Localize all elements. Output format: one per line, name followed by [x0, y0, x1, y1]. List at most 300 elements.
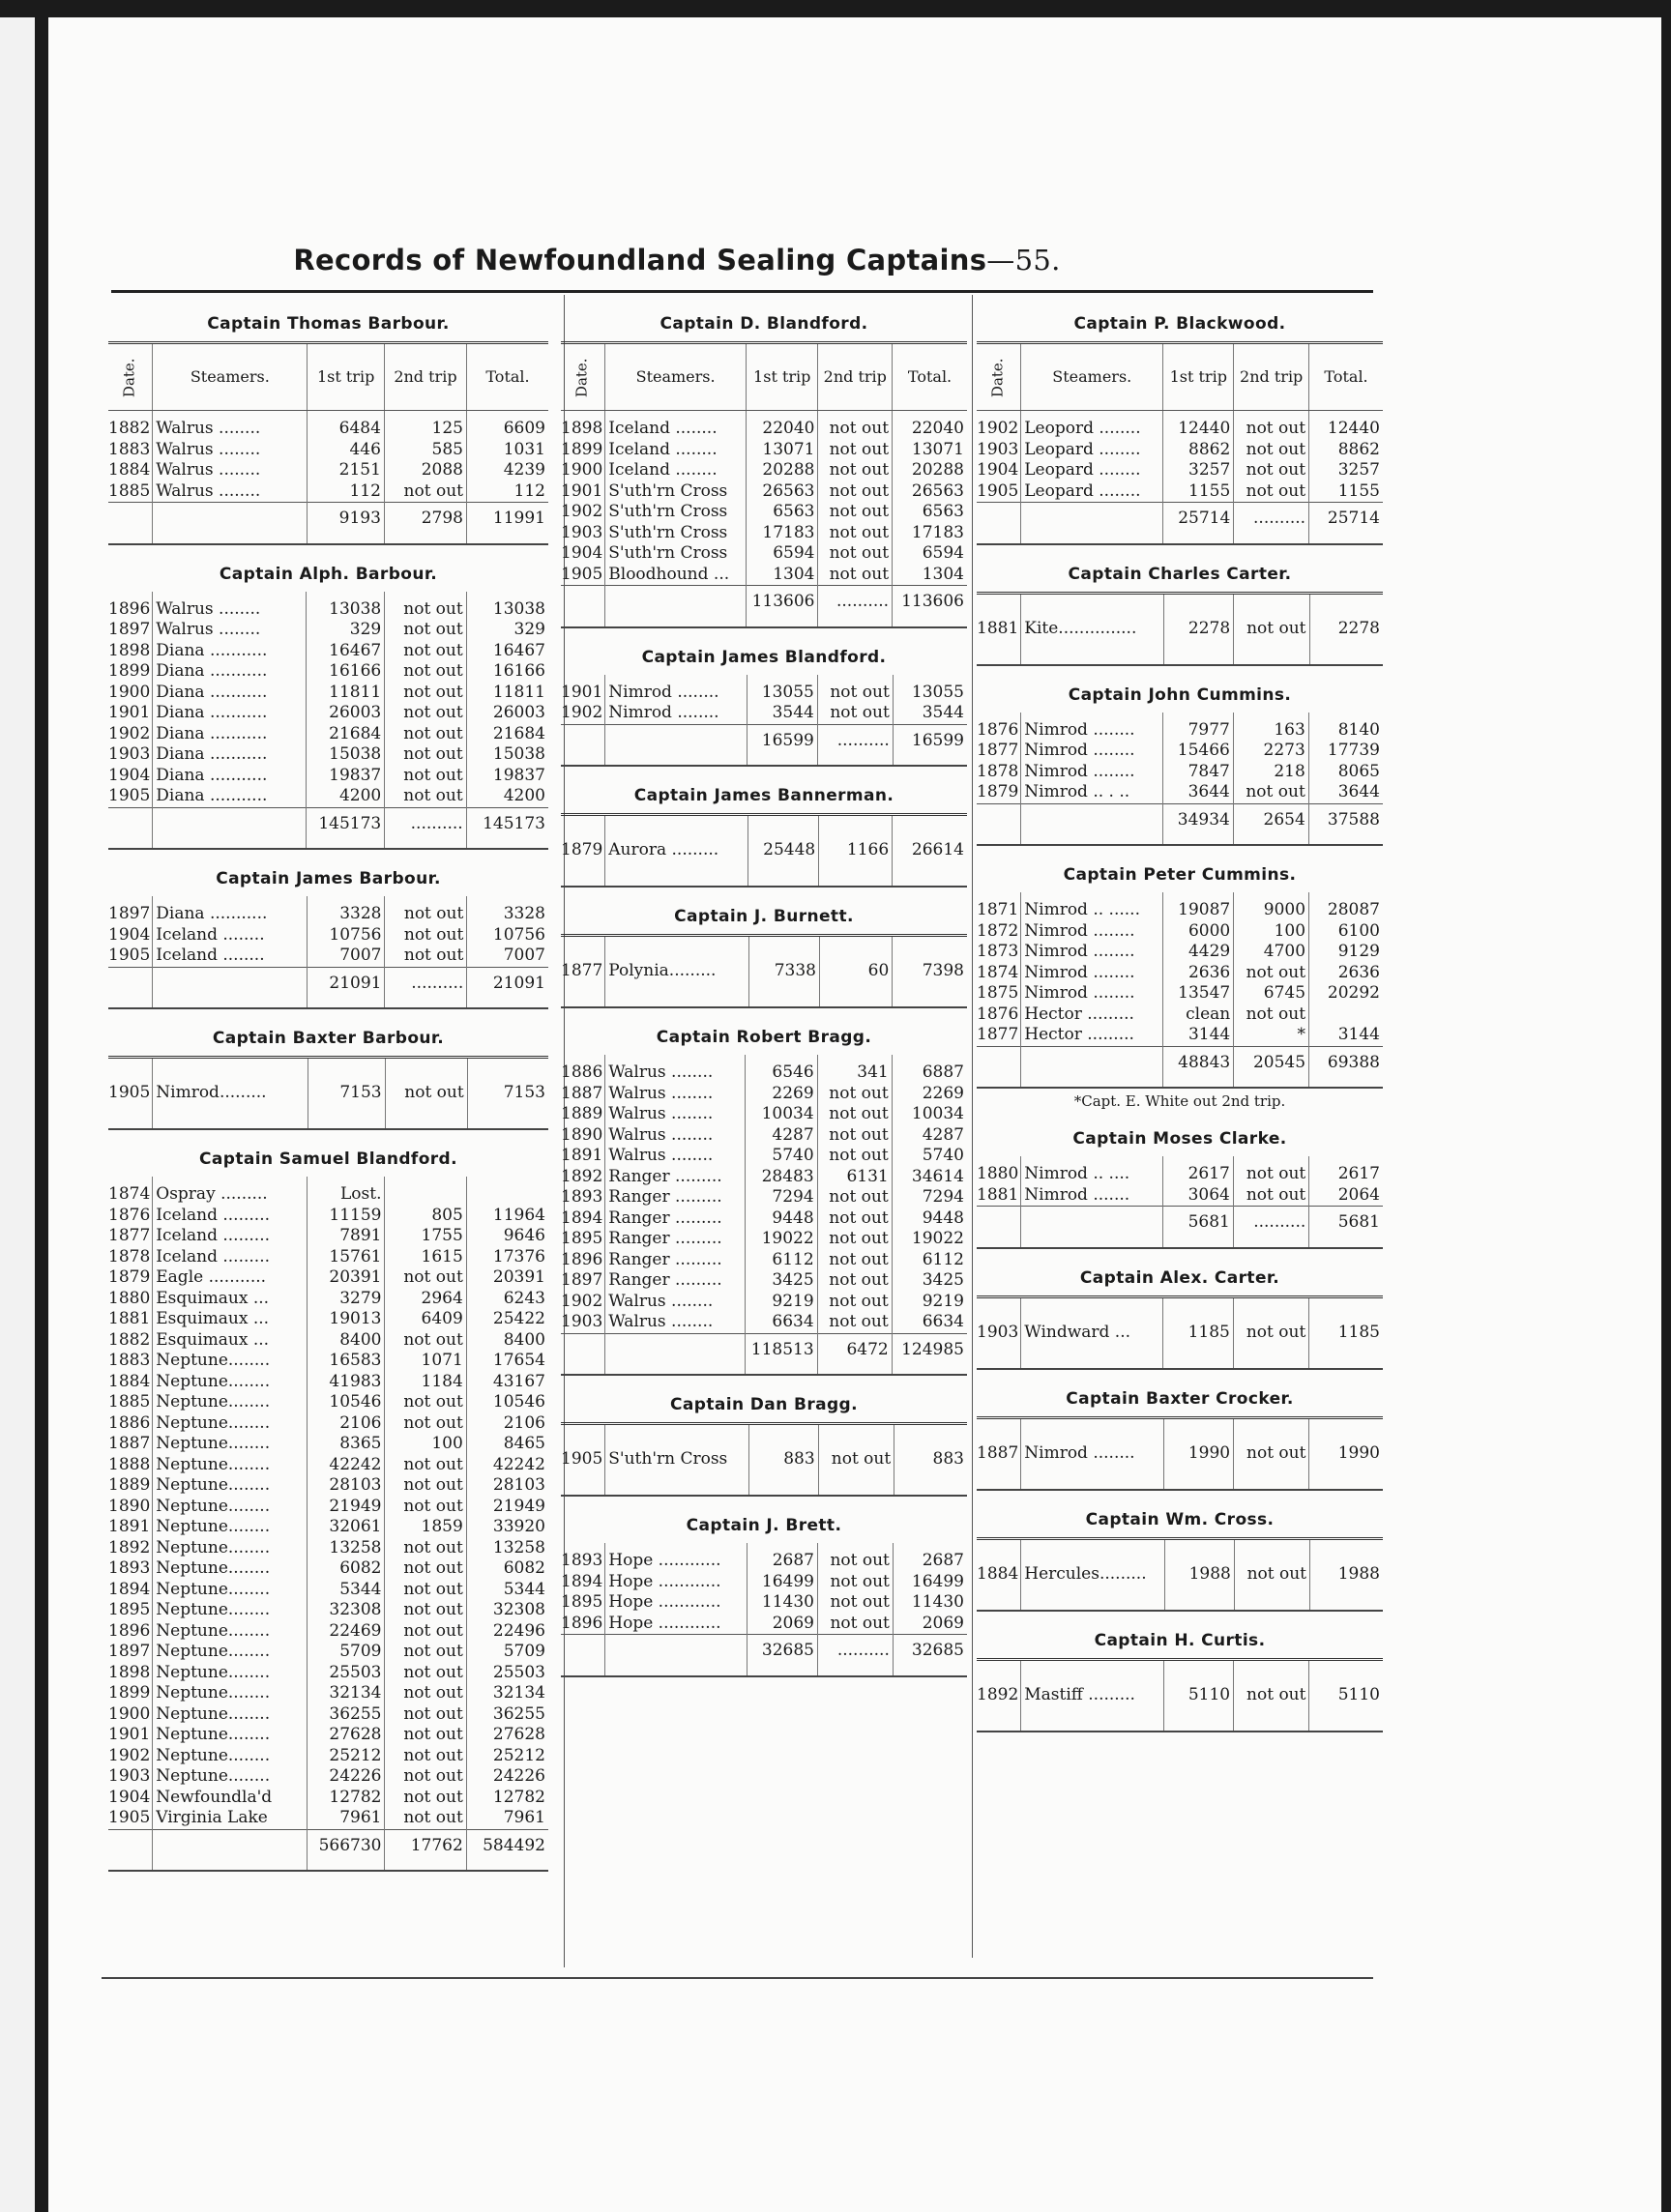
total-cell: 11964 [492, 1205, 545, 1225]
total-cell: 4239 [503, 460, 545, 480]
steamer-cell [153, 967, 308, 1000]
captain-name: Captain James Blandford. [641, 647, 887, 667]
second-trip-cell: not out [385, 1267, 466, 1289]
total-cell: 1185 [1309, 1296, 1383, 1369]
second-trip-cell: 6131 [817, 1167, 892, 1188]
first-trip-cell: 7977 [1162, 713, 1233, 742]
table-row [977, 1538, 1383, 1611]
year-cell: 1878 [108, 1247, 153, 1268]
table-row [977, 983, 1383, 1004]
second-trip-cell: 1071 [385, 1351, 466, 1372]
steamer-cell: Neptune........ [153, 1621, 307, 1643]
table-row [977, 411, 1383, 440]
bottom-rule [102, 1977, 1373, 1979]
totals-row [108, 807, 548, 840]
steamer-cell: S'uth'rn Cross [605, 543, 747, 565]
year-cell: 1896 [561, 1250, 605, 1271]
total-cell: 13038 [492, 598, 545, 619]
totals-row [977, 1207, 1383, 1239]
table-row [977, 1025, 1383, 1046]
second-trip-cell: 9000 [1234, 892, 1309, 921]
first-trip-cell: 25448 [748, 815, 819, 888]
second-trip-cell: 585 [384, 440, 466, 461]
steamer-cell: Neptune........ [153, 1725, 307, 1746]
first-trip-cell: 13258 [307, 1538, 385, 1559]
table-row [561, 1208, 967, 1230]
year-cell: 1896 [108, 1621, 153, 1643]
second-trip-cell: not out [818, 411, 893, 440]
year-cell: 1902 [108, 1746, 153, 1767]
table-row [108, 1392, 548, 1413]
table-row [108, 683, 548, 704]
column-header-date [108, 343, 153, 411]
steamer-cell: Ranger ......... [605, 1167, 746, 1188]
table-row [108, 620, 548, 641]
year-cell: 1893 [561, 1543, 605, 1572]
second-trip-cell [385, 1177, 466, 1206]
catch-table [561, 1055, 967, 1376]
end-cell [108, 1862, 153, 1871]
first-trip-cell: 4429 [1163, 942, 1234, 963]
table-row [977, 963, 1383, 984]
second-trip-total: .......... [817, 1635, 893, 1668]
total-cell: 4287 [922, 1124, 964, 1145]
first-trip-cell: 25212 [307, 1746, 385, 1767]
total-cell: 6243 [503, 1288, 545, 1308]
first-trip-cell: 3425 [745, 1270, 817, 1292]
table-row [108, 641, 548, 662]
first-trip-cell: 6546 [745, 1055, 817, 1084]
first-trip-total: 145173 [307, 807, 385, 840]
year-cell [108, 1829, 153, 1862]
grand-total: 32685 [893, 1635, 967, 1668]
year-cell: 1897 [108, 620, 153, 641]
captain-section [108, 1029, 548, 1130]
first-trip-cell: 2617 [1163, 1156, 1234, 1185]
column-header-label: 1st trip [1169, 367, 1227, 387]
total-cell: 22496 [492, 1620, 545, 1641]
second-trip-cell: 1184 [385, 1372, 466, 1393]
table-row [561, 1125, 967, 1147]
second-trip-cell: not out [817, 1292, 892, 1313]
second-trip-cell: not out [817, 1614, 893, 1635]
steamer-cell: Nimrod ........ [605, 703, 747, 724]
table-row [977, 1156, 1383, 1185]
total-cell: 3644 [1337, 782, 1380, 801]
table-row [108, 1788, 548, 1809]
steamer-cell: Hector ......... [1021, 1025, 1163, 1046]
end-cell [385, 1000, 467, 1008]
table-row [108, 1621, 548, 1643]
steamer-cell: Neptune........ [153, 1538, 307, 1559]
second-trip-cell: 6745 [1234, 983, 1309, 1004]
year-cell: 1905 [108, 786, 153, 807]
year-cell: 1884 [977, 1538, 1021, 1611]
steamer-cell: Walrus ........ [605, 1104, 746, 1125]
year-cell: 1893 [108, 1558, 153, 1580]
steamer-cell: Leopard ........ [1021, 481, 1163, 503]
end-cell [385, 1862, 466, 1871]
steamer-cell: Nimrod .. ...... [1021, 892, 1163, 921]
year-cell: 1904 [108, 925, 153, 946]
first-trip-cell: 1988 [1164, 1538, 1234, 1611]
table-row [561, 1084, 967, 1105]
catch-table [108, 1177, 548, 1872]
second-trip-total: 6472 [817, 1333, 892, 1366]
steamer-cell: Nimrod .. .... [1021, 1156, 1163, 1185]
first-trip-cell: 24226 [307, 1766, 385, 1788]
total-cell: 6112 [922, 1249, 964, 1269]
second-trip-cell: not out [1234, 411, 1309, 440]
first-trip-cell: 7338 [748, 936, 819, 1008]
total-cell: 21684 [492, 723, 545, 743]
first-trip-cell: 20391 [307, 1267, 385, 1289]
column-header-label: Total. [1324, 367, 1368, 387]
catch-table [561, 813, 967, 888]
totals-row [977, 1046, 1383, 1079]
year-cell: 1880 [977, 1156, 1021, 1185]
captain-name: Captain J. Brett. [686, 1516, 842, 1535]
second-trip-cell: 163 [1233, 713, 1308, 742]
catch-table [561, 1543, 967, 1677]
year-cell [561, 586, 605, 619]
end-cell [307, 1862, 385, 1871]
steamer-cell: Walrus ........ [605, 1084, 746, 1105]
total-cell: 20391 [492, 1267, 545, 1287]
first-trip-cell: 19013 [307, 1309, 385, 1330]
steamer-cell [605, 1635, 748, 1668]
year-cell: 1890 [108, 1497, 153, 1518]
table-row [108, 1766, 548, 1788]
column-header-label: Steamers. [190, 367, 270, 387]
captain-name: Captain P. Blackwood. [1073, 314, 1286, 334]
table-row [108, 1558, 548, 1580]
total-cell: 5709 [503, 1642, 545, 1661]
second-trip-cell: not out [385, 641, 466, 662]
first-trip-cell: 5110 [1163, 1659, 1233, 1732]
year-cell: 1895 [561, 1592, 605, 1614]
year-cell: 1904 [977, 460, 1021, 481]
year-cell: 1891 [108, 1517, 153, 1538]
first-trip-cell: 7294 [745, 1187, 817, 1208]
first-trip-cell: 7961 [307, 1808, 385, 1829]
first-trip-cell: 1304 [746, 565, 818, 586]
steamer-cell: Neptune........ [153, 1766, 307, 1788]
table-row [108, 1475, 548, 1497]
total-cell: 2617 [1337, 1164, 1380, 1183]
second-trip-cell: not out [385, 1475, 466, 1497]
year-cell: 1888 [108, 1455, 153, 1476]
year-cell [561, 1635, 605, 1668]
second-trip-cell: not out [385, 1455, 466, 1476]
year-cell: 1899 [108, 661, 153, 683]
year-cell [977, 1207, 1021, 1239]
end-cell [1163, 1079, 1234, 1088]
first-trip-cell: 2106 [307, 1413, 385, 1435]
grand-total: 11991 [466, 503, 548, 536]
year-cell: 1897 [561, 1270, 605, 1292]
second-trip-cell: not out [1233, 1296, 1308, 1369]
first-trip-cell: 7007 [308, 946, 385, 967]
second-trip-cell: not out [817, 1543, 893, 1572]
year-cell: 1901 [561, 675, 605, 704]
second-trip-cell: not out [385, 1058, 467, 1130]
first-trip-cell: 20288 [746, 460, 818, 481]
page-title [0, 244, 1354, 276]
end-cell [1021, 1239, 1163, 1248]
captain-name: Captain Baxter Barbour. [212, 1029, 445, 1048]
total-cell: 2687 [922, 1551, 964, 1570]
table-row [108, 440, 548, 461]
first-trip-cell: 16499 [747, 1572, 817, 1593]
second-trip-cell: not out [384, 481, 466, 503]
column-1 [108, 295, 548, 1891]
second-trip-cell: not out [385, 1558, 466, 1580]
first-trip-cell: 2069 [747, 1614, 817, 1635]
first-trip-cell: 3279 [307, 1289, 385, 1310]
captain-section [561, 786, 967, 888]
first-trip-cell: 28103 [307, 1475, 385, 1497]
steamer-cell: Nimrod ........ [1021, 1417, 1163, 1490]
table-row [561, 1104, 967, 1125]
first-trip-cell: 42242 [307, 1455, 385, 1476]
second-trip-cell: not out [1234, 1417, 1309, 1490]
first-trip-cell: 19087 [1163, 892, 1234, 921]
second-trip-cell: not out [1234, 1659, 1309, 1732]
first-trip-cell: 10546 [307, 1392, 385, 1413]
year-cell: 1898 [561, 411, 605, 440]
captain-section [977, 1631, 1383, 1732]
second-trip-total: 2654 [1233, 803, 1308, 836]
captain-section [977, 865, 1383, 1110]
first-trip-cell: 2151 [308, 460, 385, 481]
year-cell: 1881 [977, 1185, 1021, 1207]
steamer-cell: Hercules......... [1021, 1538, 1165, 1611]
first-trip-cell: 11430 [747, 1592, 817, 1614]
first-trip-cell: 12440 [1163, 411, 1234, 440]
second-trip-cell: 2964 [385, 1289, 466, 1310]
column-header-label: Steamers. [1052, 367, 1132, 387]
first-trip-cell: 5709 [307, 1642, 385, 1663]
steamer-cell: Neptune........ [153, 1683, 307, 1704]
second-trip-cell: not out [818, 460, 893, 481]
year-cell: 1905 [108, 946, 153, 967]
table-row [108, 592, 548, 621]
table-row [561, 1167, 967, 1188]
second-trip-cell: not out [385, 925, 467, 946]
year-cell: 1905 [977, 481, 1021, 503]
year-cell: 1885 [108, 1392, 153, 1413]
first-trip-total: 9193 [308, 503, 385, 536]
steamer-cell [1021, 1207, 1163, 1239]
table-row [108, 744, 548, 766]
table-row [561, 1270, 967, 1292]
totals-row [977, 503, 1383, 536]
total-cell: 34614 [911, 1166, 964, 1186]
total-cell: 6609 [503, 419, 545, 438]
table-row [561, 1292, 967, 1313]
first-trip-cell: Lost. [307, 1177, 385, 1206]
total-cell: 2069 [922, 1613, 964, 1633]
year-cell: 1904 [108, 1788, 153, 1809]
first-trip-cell: 2278 [1163, 593, 1233, 665]
total-cell: 15038 [492, 744, 545, 764]
year-cell: 1891 [561, 1146, 605, 1167]
second-trip-cell: not out [385, 1413, 466, 1435]
first-trip-cell: 28483 [745, 1167, 817, 1188]
catch-table [977, 1537, 1383, 1612]
steamer-cell: Nimrod ........ [605, 675, 747, 704]
steamer-cell: Ranger ......... [605, 1229, 746, 1250]
total-cell: 2278 [1309, 593, 1383, 665]
steamer-cell: Hope ............ [605, 1543, 748, 1572]
year-cell: 1902 [561, 1292, 605, 1313]
first-trip-cell: 17183 [746, 523, 818, 544]
steamer-cell [605, 724, 747, 757]
total-cell: 1155 [1337, 480, 1380, 501]
steamer-cell: Neptune........ [153, 1663, 307, 1684]
first-trip-cell: 329 [307, 620, 385, 641]
second-trip-cell: 100 [1234, 921, 1309, 943]
second-trip-total: .......... [818, 586, 893, 619]
first-trip-cell: 16467 [307, 641, 385, 662]
second-trip-cell: not out [818, 481, 893, 503]
captain-section [561, 1028, 967, 1376]
end-cell [1163, 536, 1234, 544]
grand-total: 5681 [1309, 1207, 1383, 1239]
captain-section [977, 1389, 1383, 1491]
totals-row [561, 724, 967, 757]
steamer-cell [1021, 803, 1162, 836]
end-cell [1162, 836, 1233, 845]
end-cell [108, 536, 153, 544]
steamer-cell: Walrus ........ [605, 1312, 746, 1333]
captain-name: Captain D. Blandford. [660, 314, 868, 334]
end-cell [467, 1000, 548, 1008]
totals-row [977, 803, 1383, 836]
end-cell [605, 1366, 746, 1375]
first-trip-cell: 6112 [745, 1250, 817, 1271]
year-cell: 1905 [108, 1808, 153, 1829]
table-row [561, 481, 967, 503]
second-trip-cell: 100 [385, 1434, 466, 1455]
steamer-cell: Iceland ........ [153, 925, 308, 946]
first-trip-cell: 7153 [308, 1058, 385, 1130]
first-trip-cell: 22040 [746, 411, 818, 440]
table-row [561, 1146, 967, 1167]
second-trip-cell: not out [818, 1424, 894, 1497]
end-cell [1234, 1079, 1309, 1088]
totals-row [561, 1333, 967, 1366]
first-trip-cell: 883 [749, 1424, 819, 1497]
second-trip-cell: not out [385, 744, 466, 766]
steamer-cell: S'uth'rn Cross [605, 481, 747, 503]
end-cell [561, 619, 605, 627]
first-trip-total: 48843 [1163, 1046, 1234, 1079]
first-trip-cell: 21684 [307, 724, 385, 745]
second-trip-cell: not out [385, 1725, 466, 1746]
steamer-cell: Neptune........ [153, 1642, 307, 1663]
table-row [108, 460, 548, 481]
table-row [561, 675, 967, 704]
catch-table [561, 934, 967, 1008]
second-trip-cell: not out [818, 440, 893, 461]
second-trip-cell: 1859 [385, 1517, 466, 1538]
total-cell: 8862 [1337, 439, 1380, 459]
total-cell: 28103 [492, 1475, 545, 1495]
second-trip-cell: not out [385, 1683, 466, 1704]
year-cell: 1904 [561, 543, 605, 565]
first-trip-cell: 27628 [307, 1725, 385, 1746]
column-header-trip1 [308, 343, 385, 411]
end-cell [1021, 1079, 1163, 1088]
table-row [561, 1250, 967, 1271]
table-row [108, 766, 548, 787]
table-row [561, 1229, 967, 1250]
second-trip-cell: not out [385, 1766, 466, 1788]
total-cell: 16467 [492, 640, 545, 660]
steamer-cell: S'uth'rn Cross [605, 502, 747, 523]
steamer-cell: Esquimaux ... [153, 1330, 307, 1352]
second-trip-cell: not out [385, 592, 466, 621]
first-trip-cell: 8400 [307, 1330, 385, 1352]
steamer-cell: Iceland ......... [153, 1247, 307, 1268]
total-cell: 9448 [922, 1208, 964, 1228]
first-trip-cell: 1155 [1163, 481, 1234, 503]
table-row [561, 502, 967, 523]
steamer-cell: Walrus ........ [153, 440, 308, 461]
table-row [561, 936, 967, 1008]
second-trip-cell: not out [817, 1104, 892, 1125]
total-cell: 8465 [503, 1434, 545, 1453]
end-cell [561, 1366, 605, 1375]
first-trip-cell: 19022 [745, 1229, 817, 1250]
second-trip-cell: not out [385, 1580, 466, 1601]
year-cell: 1887 [561, 1084, 605, 1105]
table-row [108, 703, 548, 724]
second-trip-cell: not out [818, 543, 893, 565]
total-cell: 6887 [922, 1062, 964, 1082]
second-trip-total: .......... [385, 807, 466, 840]
second-trip-cell: not out [817, 1270, 892, 1292]
end-cell [747, 757, 817, 766]
table-end-rule [977, 1079, 1383, 1088]
column-3 [977, 295, 1383, 1752]
column-header-label: 2nd trip [823, 367, 887, 387]
steamer-cell: Diana ........... [153, 786, 307, 807]
captain-name: Captain H. Curtis. [1094, 1630, 1266, 1650]
year-cell: 1893 [561, 1187, 605, 1208]
first-trip-cell: 8365 [307, 1434, 385, 1455]
column-header-steamers [153, 343, 308, 411]
total-cell: 26614 [893, 815, 967, 888]
first-trip-cell: 3328 [308, 896, 385, 925]
year-cell: 1897 [108, 1642, 153, 1663]
steamer-cell: Neptune........ [153, 1475, 307, 1497]
year-cell [108, 807, 153, 840]
total-cell: 17654 [492, 1351, 545, 1370]
total-cell: 19837 [492, 765, 545, 785]
end-cell [108, 840, 153, 849]
steamer-cell: Neptune........ [153, 1434, 307, 1455]
steamer-cell: Bloodhound ... [605, 565, 747, 586]
captain-section [561, 1516, 967, 1677]
end-cell [1021, 836, 1162, 845]
catch-table [977, 592, 1383, 666]
total-cell: 20288 [911, 460, 964, 480]
first-trip-cell: 6000 [1163, 921, 1234, 943]
year-cell: 1882 [108, 411, 153, 440]
